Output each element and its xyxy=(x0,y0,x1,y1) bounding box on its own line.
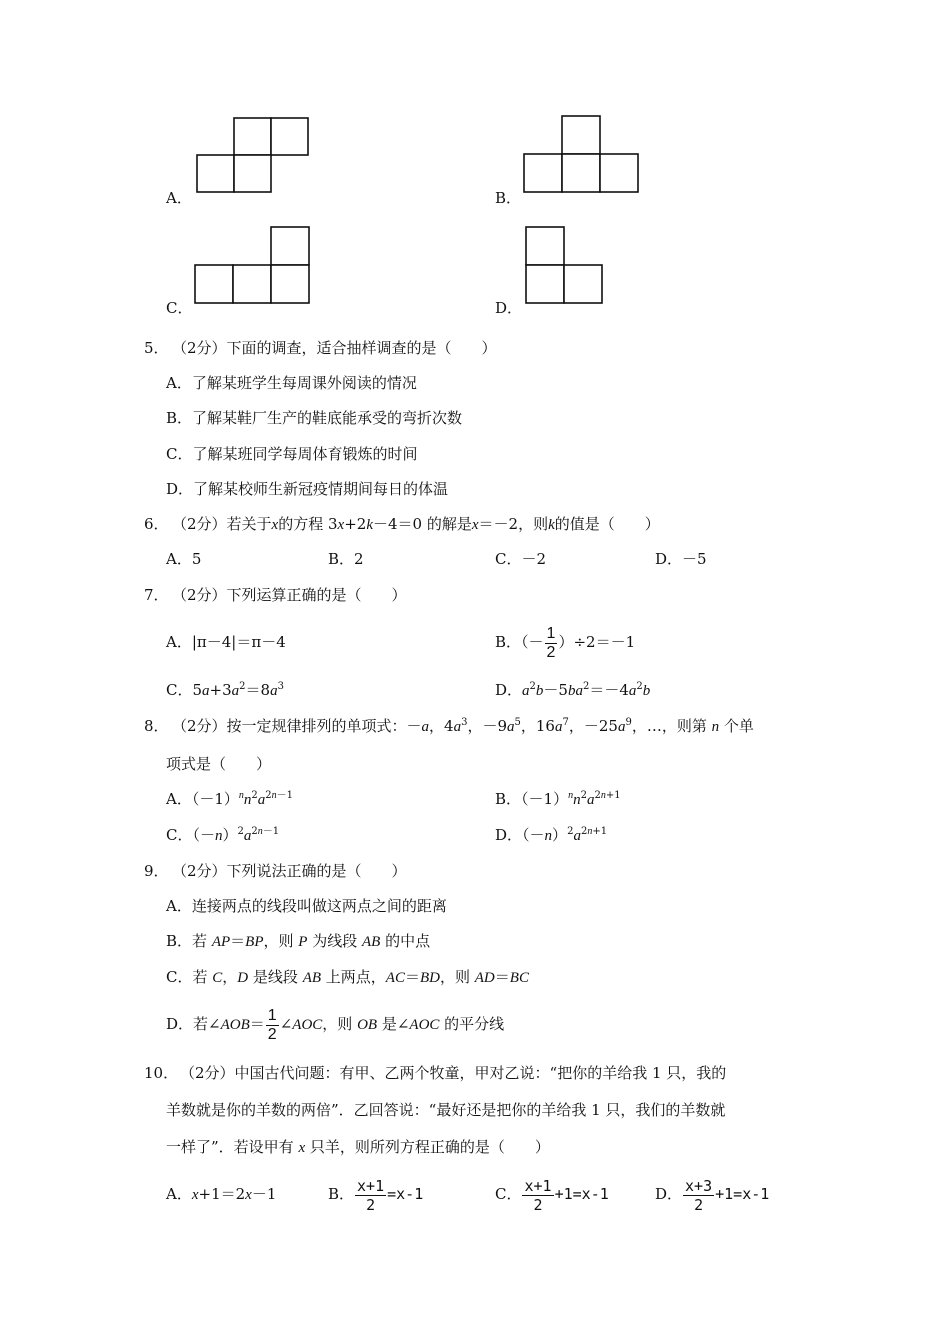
q10-b-fraction: $\frac{x+1}{2}$ xyxy=(357,1176,385,1214)
q9-fraction-half: $\frac{1}{2}$ xyxy=(267,1006,277,1043)
q4-option-c-label: C． xyxy=(166,299,193,317)
q5-option-c: C．了解某班同学每周体育锻炼的时间 xyxy=(166,445,418,463)
q4-option-a-net xyxy=(190,112,314,196)
q5-option-d: D．了解某校师生新冠疫情期间每日的体温 xyxy=(166,480,449,498)
q6-stem: （2分）若关于x的方程 3x+2k－4＝0 的解是x＝－2，则k的值是（ ） xyxy=(172,515,660,533)
q10-option-a: A．x+1＝2x－1 xyxy=(166,1185,277,1203)
q10-option-c: C． $\frac{x+1}{2}$ +1=x-1 xyxy=(495,1176,609,1214)
q10-line2: 羊数就是你的羊数的两倍”．乙回答说：“最好还是把你的羊给我 1 只，我们的羊数就 xyxy=(166,1101,726,1119)
q10-d-fraction: $\frac{x+3}{2}$ xyxy=(685,1176,713,1214)
q7-number: 7． xyxy=(144,586,169,604)
q4-option-d-net xyxy=(520,221,608,307)
q9-number: 9． xyxy=(144,862,169,880)
q7-option-a: A．|π－4|＝π－4 xyxy=(166,633,286,651)
q10-number: 10． xyxy=(144,1064,179,1082)
q4-option-c-net xyxy=(189,221,315,307)
q5-option-b: B．了解某鞋厂生产的鞋底能承受的弯折次数 xyxy=(166,409,463,427)
q7-option-b: B．（－ $\frac{1}{2}$ ）÷2＝－1 xyxy=(495,624,636,661)
q10-line3: 一样了”．若设甲有 x 只羊，则所列方程正确的是（ ） xyxy=(166,1138,550,1156)
q8-option-c: C．$(-n)^2a^{2n-1}$ xyxy=(166,826,280,844)
q5-option-a: A．了解某班学生每周课外阅读的情况 xyxy=(166,374,417,392)
q9-stem: （2分）下列说法正确的是（ ） xyxy=(172,862,407,880)
q6-option-b: B．2 xyxy=(328,550,364,568)
q10-c-fraction: $\frac{x+1}{2}$ xyxy=(524,1176,552,1214)
q6-number: 6． xyxy=(144,515,169,533)
q6-option-c: C．－2 xyxy=(495,550,547,568)
q9-option-c: C．若 C，D 是线段 AB 上两点，AC＝BD，则 AD＝BC xyxy=(166,968,529,986)
q6-option-a: A．5 xyxy=(166,550,202,568)
q8-option-b: B．$(-1)^nn^2a^{2n+1}$ xyxy=(495,790,621,808)
q8-number: 8． xyxy=(144,717,169,735)
q4-option-d-label: D． xyxy=(495,299,523,317)
q9-option-d: D．若∠AOB＝ $\frac{1}{2}$ ∠AOC，则 OB 是∠AOC 的平分线 xyxy=(166,1006,505,1043)
q10-option-b: B． $\frac{x+1}{2}$ =x-1 xyxy=(328,1176,424,1214)
q7-stem: （2分）下列运算正确的是（ ） xyxy=(172,586,407,604)
q7-option-d: D．$a^2b-5ba^2=-4a^2b$ xyxy=(495,681,651,699)
q8-option-d: D．$(-n)^2a^{2n+1}$ xyxy=(495,826,608,844)
q4-option-b-net xyxy=(518,110,644,196)
q5-number: 5． xyxy=(144,339,169,357)
q7-option-c: C．$5a+3a^2=8a^3$ xyxy=(166,681,284,699)
q8-stem-line1: （2分）按一定规律排列的单项式：－a，$4a^3$，$-9a^5$，$16a^7$，$-25a^9$，…，则第 n 个单 xyxy=(172,717,754,735)
q10-line1: （2分）中国古代问题：有甲、乙两个牧童，甲对乙说：“把你的羊给我 1 只，我的 xyxy=(180,1064,727,1082)
q8-option-a: A．$(-1)^nn^2a^{2n-1}$ xyxy=(166,790,294,808)
q4-option-b-label: B． xyxy=(495,189,522,207)
q8-stem-line2: 项式是（ ） xyxy=(166,755,272,773)
q4-option-a-label: A． xyxy=(166,189,192,207)
q9-option-a: A．连接两点的线段叫做这两点之间的距离 xyxy=(166,897,447,915)
q7-fraction-half: $\frac{1}{2}$ xyxy=(546,624,556,661)
q9-option-b: B．若 AP＝BP，则 P 为线段 AB 的中点 xyxy=(166,932,431,950)
q5-stem: （2分）下面的调查，适合抽样调查的是（ ） xyxy=(172,339,497,357)
q10-option-d: D． $\frac{x+3}{2}$ +1=x-1 xyxy=(655,1176,770,1214)
q6-option-d: D．－5 xyxy=(655,550,707,568)
